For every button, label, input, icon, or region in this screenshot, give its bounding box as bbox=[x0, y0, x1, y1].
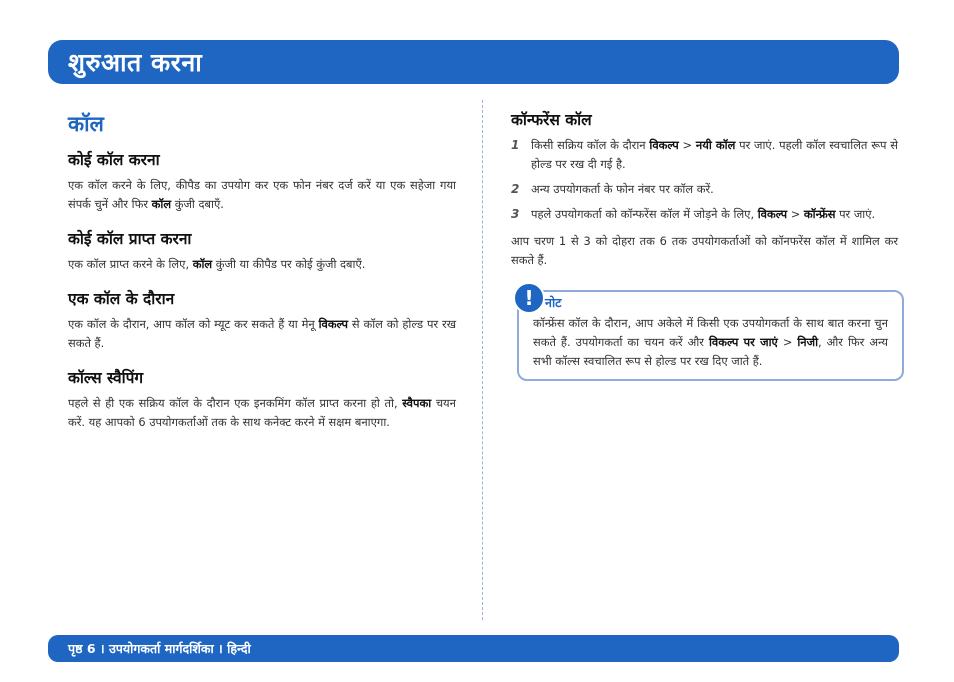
heading-conference-call: कॉन्फरेंस कॉल bbox=[511, 111, 592, 129]
list-item bbox=[511, 136, 898, 174]
exclamation-icon: ! bbox=[513, 282, 545, 314]
left-column bbox=[68, 108, 456, 445]
footer-text: पृष्ठ 6 । उपयोगकर्ता मार्गदर्शिका । हिन्दी bbox=[68, 641, 251, 656]
page-title: शुरुआत करना bbox=[68, 48, 203, 77]
section-title-calls: कॉल bbox=[68, 112, 104, 136]
step-number: 3 bbox=[511, 207, 520, 221]
paragraph-during-call: एक कॉल के दौरान, आप कॉल को म्यूट कर सकते हैं या मेनू विकल्प से कॉल को होल्ड पर रख सकते हैं. bbox=[68, 317, 457, 350]
step-text: किसी सक्रिय कॉल के दौरान विकल्प > नयी कॉल पर जाएं. पहली कॉल स्वचालित रूप से होल्ड पर रख दी गई है. bbox=[531, 138, 899, 171]
footer-bar bbox=[48, 635, 899, 662]
step-number: 2 bbox=[511, 182, 520, 196]
header-bar bbox=[48, 40, 899, 84]
paragraph-call-swapping: पहले से ही एक सक्रिय कॉल के दौरान एक इनकमिंग कॉल प्राप्त करना हो तो, स्वैपका चयन करें. यह आपको 6 उपयोगकर्ताओं तक के साथ कनेक्ट करने में सक्षम बनाएगा. bbox=[68, 396, 456, 429]
right-column bbox=[511, 108, 898, 381]
paragraph-make-call: एक कॉल करने के लिए, कीपैड का उपयोग कर एक फोन नंबर दर्ज करें या एक सहेजा गया संपर्क चुनें और फिर कॉल कुंजी दबाएँ. bbox=[68, 178, 456, 211]
note-label: नोट bbox=[545, 295, 562, 310]
note-box bbox=[517, 286, 904, 381]
list-item bbox=[511, 180, 898, 199]
paragraph-conference-repeat: आप चरण 1 से 3 को दोहरा तक 6 तक उपयोगकर्ताओं को कॉनफरेंस कॉल में शामिल कर सकते हैं. bbox=[511, 234, 898, 267]
steps-list bbox=[511, 136, 898, 224]
heading-make-call: कोई कॉल करना bbox=[68, 151, 160, 169]
list-item bbox=[511, 205, 898, 224]
heading-call-swapping: कॉल्स स्वैपिंग bbox=[68, 369, 144, 387]
heading-during-call: एक कॉल के दौरान bbox=[68, 290, 175, 308]
paragraph-receive-call: एक कॉल प्राप्त करने के लिए, कॉल कुंजी या कीपैड पर कोई कुंजी दबाएँ. bbox=[68, 257, 366, 271]
step-text: अन्य उपयोगकर्ता के फोन नंबर पर कॉल करें. bbox=[531, 182, 714, 196]
step-number: 1 bbox=[511, 138, 520, 152]
heading-receive-call: कोई कॉल प्राप्त करना bbox=[68, 230, 192, 248]
step-text: पहले उपयोगकर्ता को कॉन्फरेंस कॉल में जोड़ने के लिए, विकल्प > कॉन्फ्रेंस पर जाएं. bbox=[531, 207, 876, 221]
column-divider bbox=[482, 100, 483, 620]
note-text: कॉन्फ्रेंस कॉल के दौरान, आप अकेले में किसी एक उपयोगकर्ता के साथ बात करना चुन सकते हैं. उपयोगकर्ता का चयन करें और विकल्प पर जाएं > निजी, और फिर अन्य सभी कॉल्स स्वचालित रूप से होल्ड पर रख दिए जाते हैं. bbox=[533, 316, 888, 368]
